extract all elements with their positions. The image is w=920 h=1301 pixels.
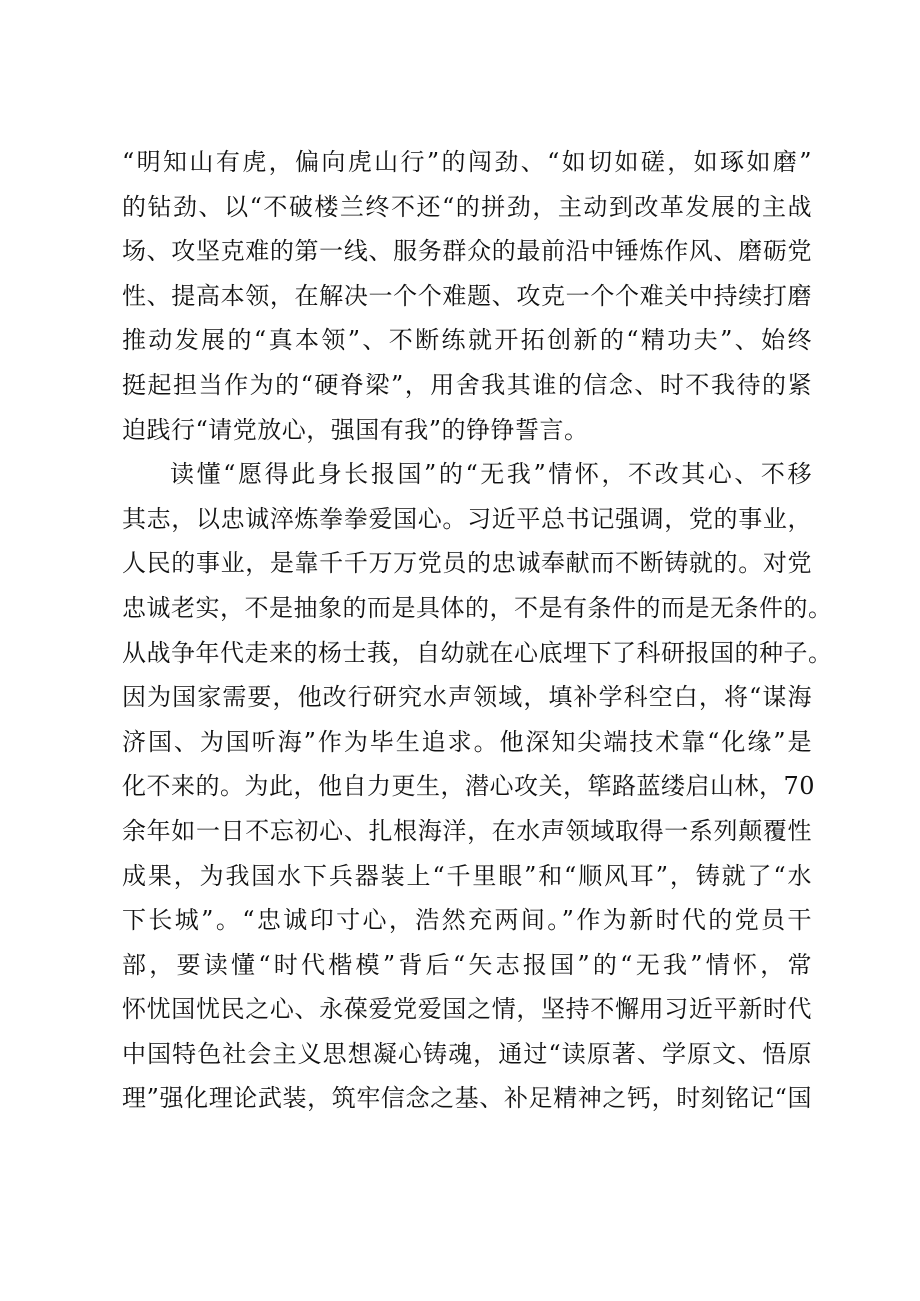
text-line: 场、攻坚克难的第一线、服务群众的最前沿中锤炼作风、磨砺党 [122, 237, 812, 266]
text-line: 因为国家需要，他改行研究水声领域，填补学科空白，将“谋海 [122, 683, 812, 712]
text-line: 部，要读懂“时代楷模”背后“矢志报国”的“无我”情怀，常 [122, 950, 812, 979]
text-line: 挺起担当作为的“硬脊梁”，用舍我其谁的信念、时不我待的紧 [122, 370, 812, 399]
text-line: 余年如一日不忘初心、扎根海洋，在水声领域取得一系列颠覆性 [122, 816, 812, 845]
text-line: 中国特色社会主义思想凝心铸魂，通过“读原著、学原文、悟原 [122, 1039, 812, 1068]
text-line: 其志，以忠诚淬炼拳拳爱国心。习近平总书记强调，党的事业， [122, 504, 812, 533]
text-line: 成果，为我国水下兵器装上“千里眼”和“顺风耳”，铸就了“水 [122, 861, 812, 890]
text-line: 迫践行“请党放心，强国有我”的铮铮誓言。 [122, 415, 589, 444]
text-line: 化不来的。为此，他自力更生，潜心攻关，筚路蓝缕启山林，70 [122, 772, 816, 801]
text-line: 的钻劲、以“不破楼兰终不还“的拼劲，主动到改革发展的主战 [122, 192, 812, 221]
text-line: 性、提高本领，在解决一个个难题、攻克一个个难关中持续打磨 [122, 281, 812, 310]
text-line: 济国、为国听海”作为毕生追求。他深知尖端技术靠“化缘”是 [122, 727, 812, 756]
text-line: 忠诚老实，不是抽象的而是具体的，不是有条件的而是无条件的。 [122, 593, 833, 622]
text-line: 怀忧国忧民之心、永葆爱党爱国之情，坚持不懈用习近平新时代 [122, 995, 812, 1024]
text-line: 人民的事业，是靠千千万万党员的忠诚奉献而不断铸就的。对党 [122, 549, 812, 578]
body-text [122, 140, 833, 1121]
text-line: “明知山有虎，偏向虎山行”的闯劲、“如切如磋，如琢如磨” [122, 148, 812, 176]
text-line: 推动发展的“真本领”、不断练就开拓创新的“精功夫”、始终 [122, 326, 812, 355]
text-line: 理”强化理论武装，筑牢信念之基、补足精神之钙，时刻铭记“国 [122, 1084, 812, 1113]
paragraph-first-line: 读懂“愿得此身长报国”的“无我”情怀，不改其心、不移 [170, 460, 812, 489]
text-line: 从战争年代走来的杨士莪，自幼就在心底埋下了科研报国的种子。 [122, 638, 833, 667]
text-line: 下长城”。“忠诚印寸心，浩然充两间。”作为新时代的党员干 [122, 906, 812, 935]
